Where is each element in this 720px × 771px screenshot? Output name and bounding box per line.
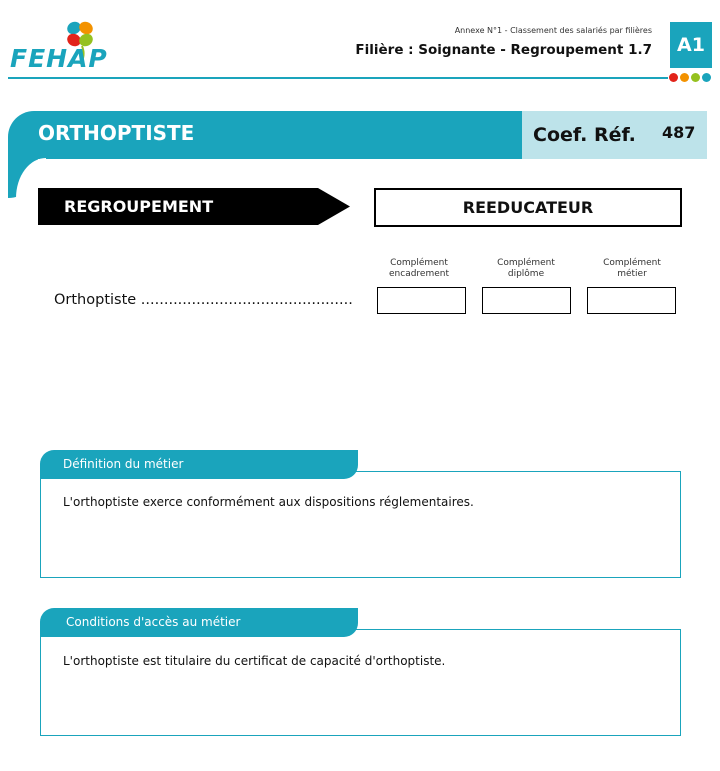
definition-box — [40, 471, 681, 578]
job-line: Orthoptiste .............................................. — [54, 292, 353, 308]
complement-encadrement-box[interactable] — [377, 287, 466, 314]
complement-diplome-label: Complément diplôme — [497, 258, 555, 279]
logo-text: FEHAP — [10, 44, 108, 73]
regroupement-value: REEDUCATEUR — [374, 188, 682, 227]
conditions-box — [40, 629, 681, 736]
complement-metier-label: Complément métier — [603, 258, 661, 279]
complement-metier-box[interactable] — [587, 287, 676, 314]
blue-dot-icon — [702, 73, 711, 82]
conditions-text: L'orthoptiste est titulaire du certificat de capacité d'orthoptiste. — [63, 654, 446, 668]
annexe-badge: A1 — [670, 22, 712, 68]
coef-label: Coef. Réf. — [533, 124, 636, 146]
complement-encadrement-label: Complément encadrement — [389, 258, 449, 279]
filiere-title: Filière : Soignante - Regroupement 1.7 — [355, 42, 652, 58]
coef-value: 487 — [662, 123, 696, 142]
green-dot-icon — [691, 73, 700, 82]
conditions-heading: Conditions d'accès au métier — [66, 615, 241, 629]
annexe-caption: Annexe N°1 - Classement des salariés par filières — [454, 26, 652, 35]
complement-diplome-box[interactable] — [482, 287, 571, 314]
regroupement-label: REGROUPEMENT — [64, 197, 214, 216]
definition-text: L'orthoptiste exerce conformément aux dispositions réglementaires. — [63, 495, 474, 509]
definition-heading: Définition du métier — [63, 457, 184, 471]
job-title: ORTHOPTISTE — [38, 121, 195, 145]
red-dot-icon — [669, 73, 678, 82]
header-divider — [8, 77, 668, 79]
orange-dot-icon — [680, 73, 689, 82]
